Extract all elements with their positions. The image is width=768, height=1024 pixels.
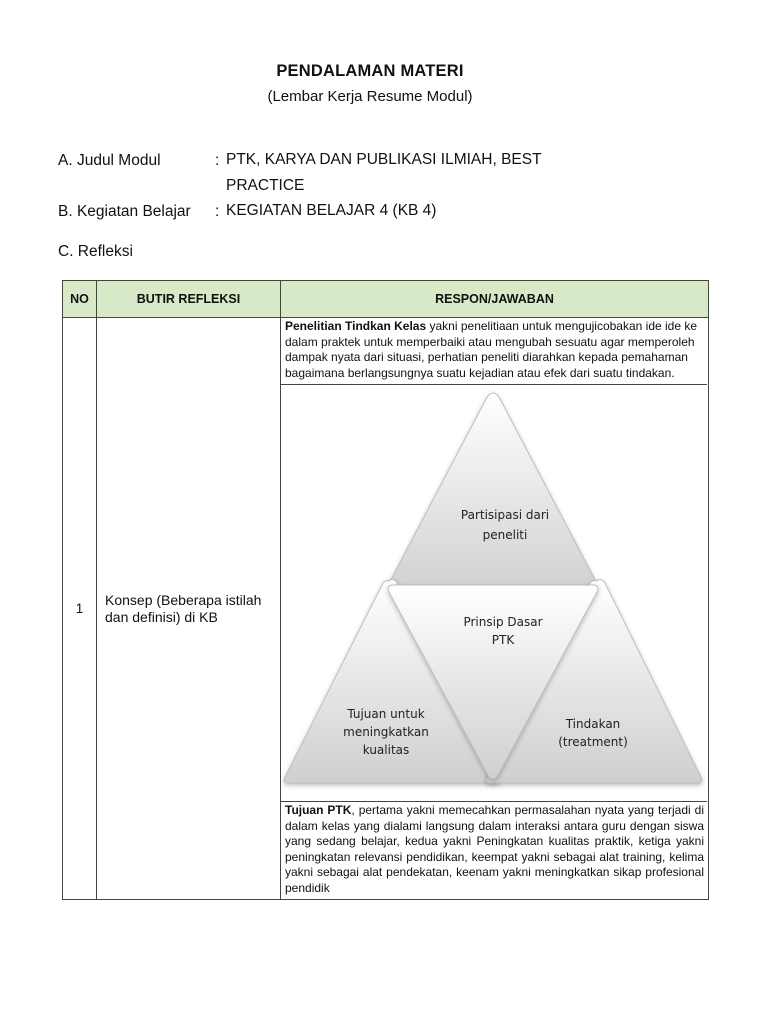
refleksi-table [62,280,709,900]
tujuan-ptk-paragraph [281,802,708,899]
header-respon-jawaban: RESPON/JAWABAN [281,281,709,318]
page-title: PENDALAMAN MATERI [276,62,464,80]
judul-modul-value-line2: PRACTICE [226,177,305,194]
respon-cell [281,318,709,900]
judul-modul-value-line1: PTK, KARYA DAN PUBLIKASI ILMIAH, BEST [226,151,542,168]
tujuan-ptk-text: , pertama yakni memecahkan permasalahan nyata yang terjadi di dalam kelas yang dialami langsung dalam interaksi antara guru dengan siswa yang sedang belajar, kedua yakni Peningkatan kualitas praktik, ketiga yakni peningkatan relevansi pendidikan, keempat yakni sebagai alat training, kelima yakni sebagai alat pendekatan, keenam yakni meningkatkan sikap profesional pendidik [285,803,704,895]
kegiatan-belajar-label: B. Kegiatan Belajar [58,203,191,220]
row-number: 1 [63,318,97,900]
judul-modul-label: A. Judul Modul [58,152,161,169]
left-label-line2: meningkatkan [343,725,429,739]
header-no: NO [63,281,97,318]
tujuan-ptk-term: Tujuan PTK [285,803,352,817]
kegiatan-belajar-value: KEGIATAN BELAJAR 4 (KB 4) [226,202,437,219]
ptk-definition [281,318,708,384]
kegiatan-belajar-colon: : [215,203,220,220]
triangle-top [384,393,602,598]
refleksi-label: C. Refleksi [58,243,133,260]
top-label-line2: peneliti [482,528,528,542]
header-butir-refleksi: BUTIR REFLEKSI [97,281,281,318]
butir-refleksi-text: Konsep (Beberapa istilah dan definisi) di KB [97,318,281,900]
right-label-line2: (treatment) [558,735,628,749]
left-label-line3: kualitas [362,743,410,757]
page-subtitle: (Lembar Kerja Resume Modul) [267,88,473,105]
ptk-definition-text: yakni penelitiaan untuk mengujicobakan ide ide ke dalam praktek untuk memperbaiki atau mengubah sesuatu agar memperoleh dampak nyata dari situasi, perhatian peneliti diarahkan kepada pemahaman bagaimana berlangsungnya suatu kejadian atau efek dari suatu tindakan. [285,319,698,380]
table-header-row [63,281,709,318]
top-label-line1: Partisipasi dari [460,508,550,522]
center-label-line2: PTK [491,633,515,647]
judul-modul-colon: : [215,152,220,169]
prinsip-ptk-diagram [281,384,707,802]
ptk-term: Penelitian Tindkan Kelas [285,319,427,333]
table-row [63,318,709,900]
judul-modul-value [226,147,626,199]
right-label-line1: Tindakan [565,717,621,731]
left-label-line1: Tujuan untuk [347,707,425,721]
center-label-line1: Prinsip Dasar [463,615,543,629]
